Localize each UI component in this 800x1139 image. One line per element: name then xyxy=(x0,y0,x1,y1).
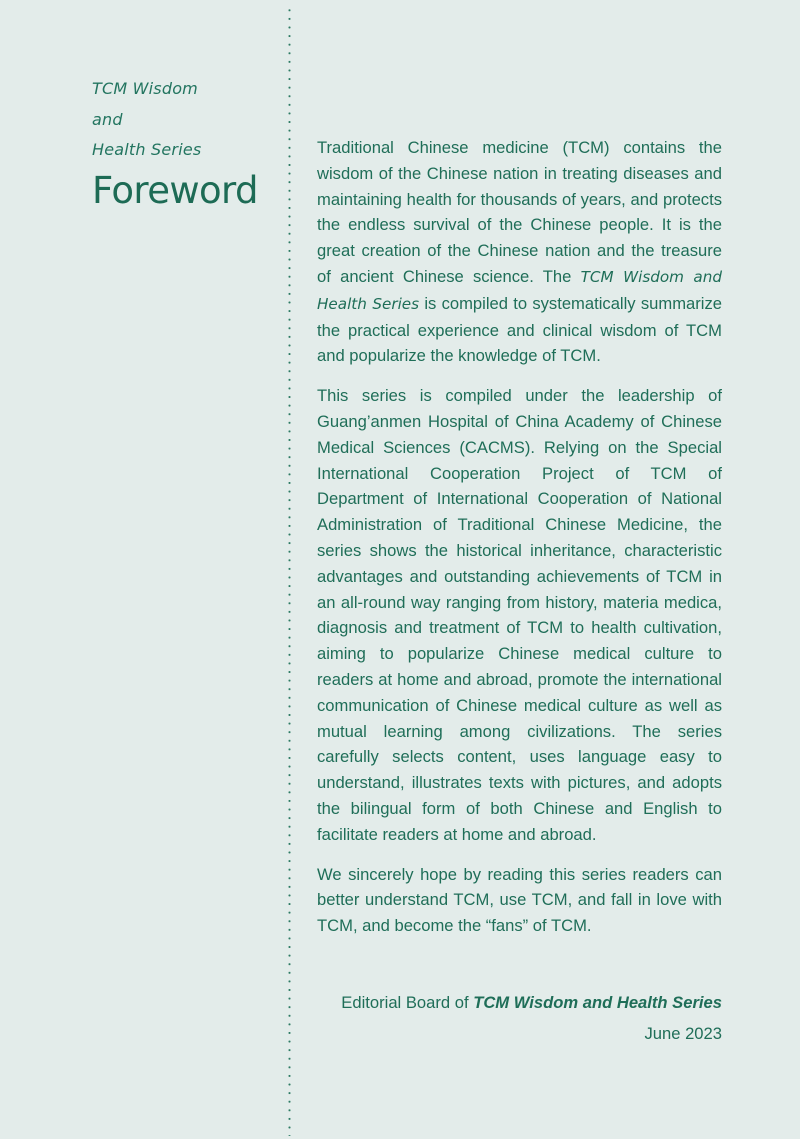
signoff-line xyxy=(317,987,722,1018)
dotted-divider xyxy=(288,6,291,1136)
signoff-prefix: Editorial Board of xyxy=(341,992,474,1012)
paragraph-1 xyxy=(317,135,722,369)
foreword-body xyxy=(317,135,722,1049)
series-name-line-3: Health Series xyxy=(92,140,202,159)
page-title: Foreword xyxy=(92,168,258,212)
paragraph-3: We sincerely hope by reading this series readers can better understand TCM, use TCM, and fall in love with TCM, and become the “fans” of TCM. xyxy=(317,864,722,936)
signoff-book-title: TCM Wisdom and Health Series xyxy=(473,992,722,1012)
series-name-line-1: TCM Wisdom xyxy=(92,79,198,98)
series-sidebar xyxy=(92,74,272,214)
series-name-line-2: and xyxy=(92,109,123,129)
signoff-date: June 2023 xyxy=(644,1023,722,1043)
paragraph-1-book-title: TCM Wisdom and Health Series xyxy=(317,267,723,313)
signoff xyxy=(317,987,722,1049)
paragraph-1-text-b: is compiled to systematically summarize the practical experience and clinical wisdom of TCM and popularize the knowledge of TCM. xyxy=(317,293,722,366)
paragraph-1-text-a: Traditional Chinese medicine (TCM) contains the wisdom of the Chinese nation in treating diseases and maintaining health for thousands of years, and protects the endless survival of the Chinese people. It is the great creation of the Chinese nation and the treasure of ancient Chinese science. The xyxy=(317,138,722,286)
paragraph-2: This series is compiled under the leadership of Guang’anmen Hospital of China Academy of Chinese Medical Sciences (CACMS). Relying on the Special International Cooperation Project of TCM of Department of International Cooperation of National Administration of Traditional Chinese Medicine, the series shows the historical inheritance, characteristic advantages and outstanding achievements of TCM in an all-round way ranging from history, materia medica, diagnosis and treatment of TCM to health cultivation, aiming to popularize Chinese medical culture to readers at home and abroad, promote the international communication of Chinese medical culture as well as mutual learning among civilizations. The series carefully selects content, uses language easy to understand, illustrates texts with pictures, and adopts the bilingual form of both Chinese and English to facilitate readers at home and abroad. xyxy=(317,386,722,844)
